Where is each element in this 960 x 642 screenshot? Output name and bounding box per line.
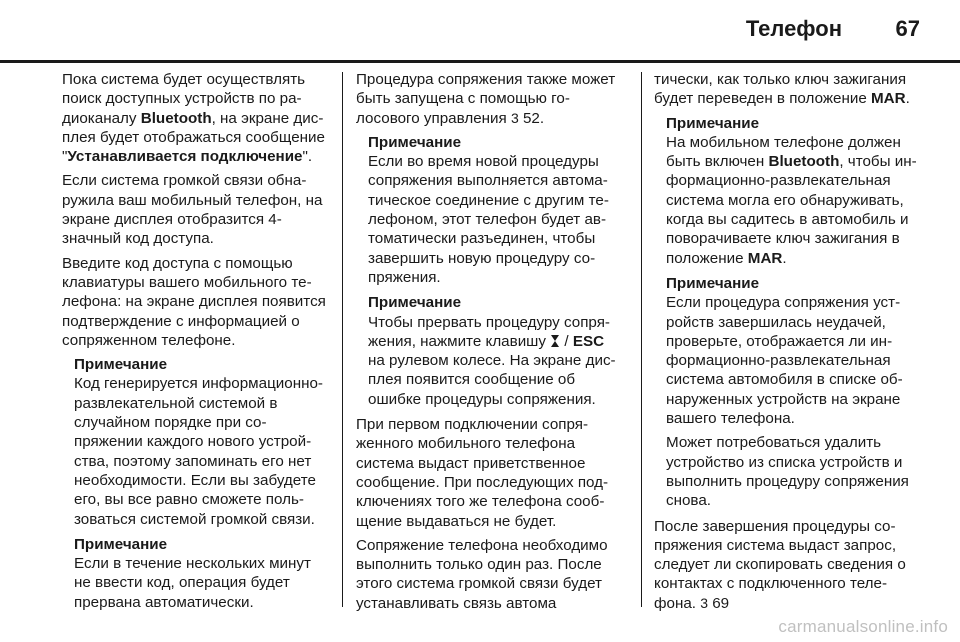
paragraph: Сопряжение телефона необходимо выполнить только один раз. После этого система громкой связи будет устанавливать связь автома bbox=[356, 536, 608, 612]
bluetooth-term: Bluetooth bbox=[140, 109, 212, 127]
page-reference-arrow-icon: 3 bbox=[700, 594, 709, 611]
note-heading: Примечание bbox=[666, 274, 760, 292]
text: тически, как только ключ зажигания будет переведен в положение bbox=[654, 71, 907, 108]
page-reference[interactable]: 69 bbox=[708, 594, 730, 612]
note-text: Если во время новой процедуры сопряжения выполняется автоматическое соединение с другим телефоном, этот телефон будет автоматически разъединен, чтобы завершить новую процедуру сопряжения. bbox=[368, 153, 609, 286]
text: на рулевом колесе. На экране дисплея появится сообщение об ошибке процедуры сопряжения. bbox=[368, 352, 616, 408]
note bbox=[74, 535, 330, 612]
note bbox=[666, 274, 922, 511]
note-text: Если в течение нескольких минут не ввести код, операция будет прервана автоматически. bbox=[74, 555, 311, 611]
paragraph bbox=[62, 70, 330, 166]
note-heading: Примечание bbox=[666, 114, 760, 132]
page-header bbox=[0, 0, 960, 60]
text: . bbox=[782, 249, 787, 267]
note bbox=[74, 355, 330, 529]
note-text: Может потребоваться удалить устройство из списка устройств и выполнить процедуру сопряжения снова. bbox=[666, 434, 909, 510]
column-divider bbox=[641, 72, 642, 607]
text: Процедура сопряжения также может быть запущена с помощью голосового управления bbox=[356, 71, 616, 127]
bluetooth-term: Bluetooth bbox=[768, 153, 840, 171]
text: / bbox=[560, 332, 573, 350]
text: После завершения процедуры сопряжения система выдаст запрос, следует ли скопировать сведения о контактах с подключенного телефона. bbox=[654, 517, 906, 612]
column-3 bbox=[654, 70, 922, 618]
watermark: carmanualsonline.info bbox=[778, 617, 948, 636]
page-title: Телефон bbox=[745, 16, 842, 41]
mar-position: MAR bbox=[871, 90, 906, 108]
text: Чтобы прервать процедуру сопряжения, нажмите клавишу bbox=[368, 313, 610, 350]
note-text bbox=[666, 133, 922, 268]
esc-key: ESC bbox=[572, 332, 605, 350]
page-reference[interactable]: 52. bbox=[518, 109, 545, 127]
text: . bbox=[905, 90, 910, 108]
text: На мобильном телефоне должен быть включен bbox=[666, 133, 901, 171]
note-heading: Примечание bbox=[74, 535, 168, 553]
note-text bbox=[368, 313, 624, 409]
column-1 bbox=[62, 70, 330, 618]
display-message: Устанавливается подключение bbox=[67, 148, 303, 166]
note-heading: Примечание bbox=[74, 356, 168, 374]
paragraph bbox=[654, 517, 922, 613]
page-reference-arrow-icon: 3 bbox=[510, 109, 519, 126]
paragraph: Если система громкой связи обнаружила ваш мобильный телефон, на экране дисплея отобразится 4-значный код доступа. bbox=[62, 172, 323, 248]
voice-key-icon bbox=[550, 332, 560, 351]
note-heading: Примечание bbox=[368, 133, 462, 151]
mar-position: MAR bbox=[747, 249, 783, 267]
paragraph: При первом подключении сопряженного мобильного телефона система выдаст приветственное сообщение. При последующих подключениях того же телефона сообщение выдаваться не будет. bbox=[356, 416, 609, 530]
text: , чтобы информационно-развлекательная система могла его обнаруживать, когда вы садитесь в автомобиль и поворачиваете ключ зажигания в положение bbox=[666, 153, 917, 267]
header-rule bbox=[0, 60, 960, 63]
paragraph bbox=[356, 70, 624, 128]
text: , на экране дисплея будет отображаться сообщение " bbox=[62, 109, 325, 166]
note bbox=[368, 293, 624, 409]
page-number: 67 bbox=[895, 16, 920, 41]
note bbox=[666, 114, 922, 268]
note-text: Код генерируется информационно-развлекательной системой в случайном порядке при сопряжении каждого нового устройства, поэтому запоминать его нет необходимости. Если вы забудете его, вы все равно сможете пользоваться системой громкой связи. bbox=[74, 375, 323, 528]
paragraph bbox=[654, 70, 922, 109]
note-text: Если процедура сопряжения устройств завершилась неудачей, проверьте, отображается ли информационно-развлекательная система автомобиля в списке обнаруженных устройств на экране вашего телефона. bbox=[666, 294, 903, 428]
column-2 bbox=[356, 70, 624, 618]
text: ". bbox=[302, 148, 313, 166]
note bbox=[368, 133, 624, 287]
text: Пока система будет осуществлять поиск доступных устройств по радиоканалу bbox=[62, 71, 306, 127]
paragraph: Введите код доступа с помощью клавиатуры вашего мобильного телефона: на экране дисплея появится подтверждение с информацией о сопряженном телефоне. bbox=[62, 254, 326, 349]
note-heading: Примечание bbox=[368, 294, 462, 312]
column-divider bbox=[342, 72, 343, 607]
